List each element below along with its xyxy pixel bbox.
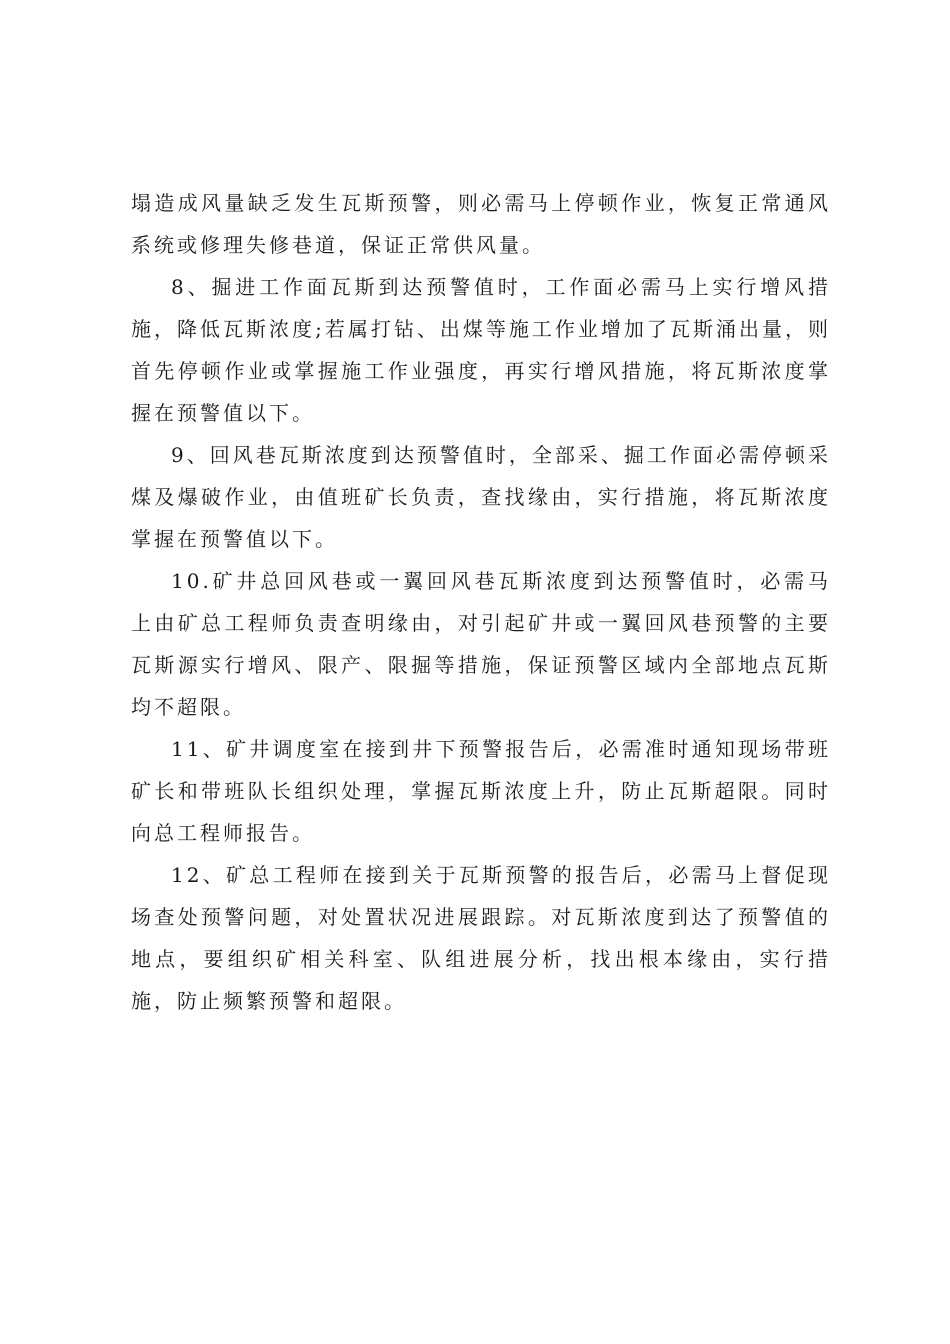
paragraph-item-9: 9、回风巷瓦斯浓度到达预警值时，全部采、掘工作面必需停顿采煤及爆破作业，由值班矿长负责，查找缘由，实行措施，将瓦斯浓度掌握在预警值以下。 <box>131 443 831 551</box>
paragraph-item-8: 8、掘进工作面瓦斯到达预警值时，工作面必需马上实行增风措施，降低瓦斯浓度;若属打钻、出煤等施工作业增加了瓦斯涌出量，则首先停顿作业或掌握施工作业强度，再实行增风措施，将瓦斯浓度掌握在预警值以下。 <box>131 275 831 425</box>
paragraph-continuation: 塌造成风量缺乏发生瓦斯预警，则必需马上停顿作业，恢复正常通风系统或修理失修巷道，保证正常供风量。 <box>131 191 831 257</box>
paragraph-item-11: 11、矿井调度室在接到井下预警报告后，必需准时通知现场带班矿长和带班队长组织处理，掌握瓦斯浓度上升，防止瓦斯超限。同时向总工程师报告。 <box>131 737 831 845</box>
paragraph-item-12: 12、矿总工程师在接到关于瓦斯预警的报告后，必需马上督促现场查处预警问题，对处置状况进展跟踪。对瓦斯浓度到达了预警值的地点，要组织矿相关科室、队组进展分析，找出根本缘由，实行措施，防止频繁预警和超限。 <box>131 863 831 1013</box>
paragraph-item-10: 10.矿井总回风巷或一翼回风巷瓦斯浓度到达预警值时，必需马上由矿总工程师负责查明缘由，对引起矿井或一翼回风巷预警的主要瓦斯源实行增风、限产、限掘等措施，保证预警区域内全部地点瓦斯均不超限。 <box>131 569 831 719</box>
document-body <box>131 182 831 1022</box>
